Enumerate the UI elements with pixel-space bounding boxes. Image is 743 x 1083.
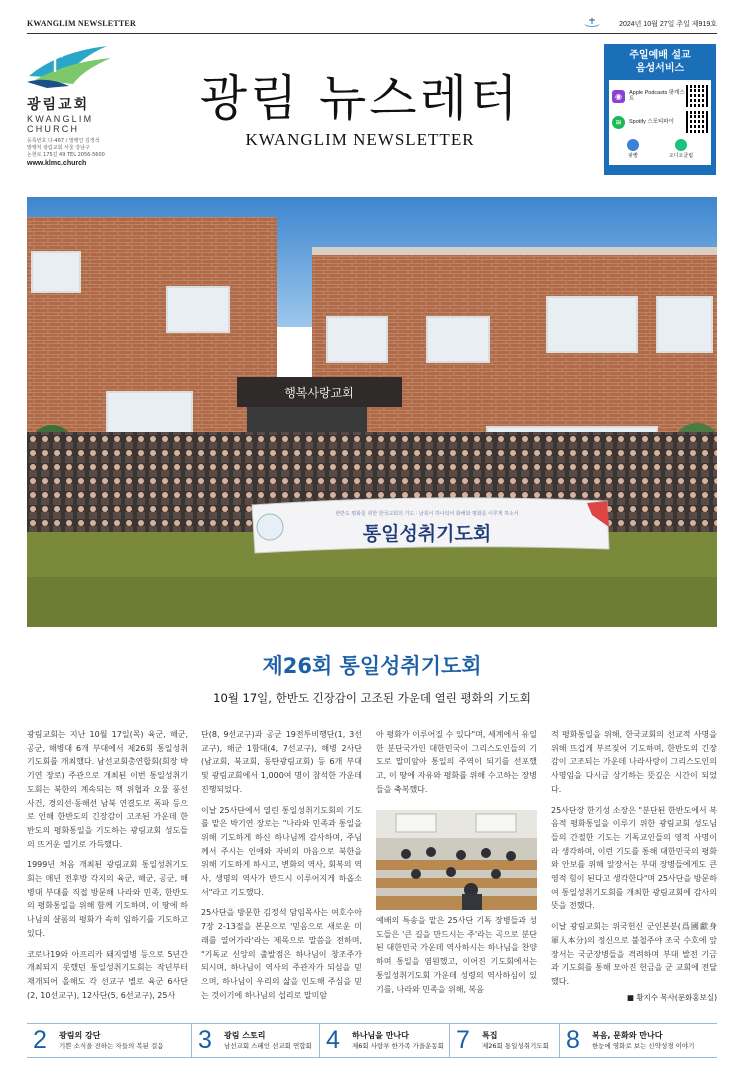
church-info-line: 등록번호 다-467 / 발행인 김정석	[27, 138, 100, 144]
contents-item[interactable]	[27, 1024, 192, 1057]
podcast-icon: ◉	[612, 90, 625, 103]
contents-title: 특집	[482, 1031, 498, 1040]
article-paragraph: 이날 25사단에서 열린 통일성취기도회의 기도를 맡은 박기연 장로는 "나라와 민족과 통일을 위해 기도하게 하신 하나님께 감사하며, 주님께서 주시는 인애와 자비의 마음으로 북한을 위해 기도하게 하시고, 변화의 역사, 회복의 역사, 생명의 역사가 반드시 이루어지게 하옵소서"라고 기도했다.	[201, 805, 362, 897]
article-paragraph: 1999년 처음 개최된 광림교회 통일성취기도회는 매년 전후방 각지의 육군, 해군, 공군, 해병대 부대를 직접 방문해 나라와 민족, 한반도의 평화통일을 위해 함께 기도하며, 이 땅에 하나님의 샬롬의 평화가 속히 임하기를 기도하고 있다.	[27, 860, 188, 938]
article-paragraph: 예배의 특송을 맡은 25사단 기독 장병들과 성도들은 '큰 길을 만드시는 주'라는 곡으로 분단된 대한민국 가운데 역사하시는 하나님을 찬양하며 통일을 염원했고, 이어진 기도회에서는 통일성취기도회 가운데 성령의 역사하심이 있기를, 나라와 민족을 위해, 복음	[376, 916, 537, 994]
church-logo-block	[27, 42, 137, 167]
church-info	[27, 138, 137, 159]
ship-icon	[583, 17, 601, 28]
apple-podcasts-label: Apple Podcasts 팟캐스트	[629, 90, 685, 102]
church-logo-icon	[27, 42, 113, 88]
contents-item[interactable]	[450, 1024, 560, 1057]
newsletter-label: KWANGLIM NEWSLETTER	[27, 19, 136, 28]
contents-page-number: 3	[198, 1026, 212, 1054]
church-info-line: 발행처 광림교회 서울 강남구	[27, 145, 90, 151]
voice-service-box	[604, 44, 716, 175]
contents-desc: 기쁜 소식을 전하는 자들의 복된 걸음	[59, 1042, 164, 1050]
article-headline: 제26회 통일성취기도회	[262, 654, 482, 678]
banner-small-text: 한반도 평화를 위한 한국교회의 기도 · 남북이 하나되어 화해와 평화를 이루게 하소서	[335, 511, 519, 517]
masthead-title-en: KWANGLIM NEWSLETTER	[245, 130, 475, 149]
podbbang-icon	[627, 139, 639, 151]
apple-podcasts-link[interactable]	[612, 83, 708, 109]
article-paragraph: 아 평화가 이루어질 수 있다"며, 세계에서 유일한 분단국가인 대한민국이 그리스도인들의 기도로 말미암아 통일의 주역이 되기를 선포했고, 이 땅에 자유와 평화를 위해 수고하는 장병들을 축복했다.	[376, 730, 537, 794]
article-column-4	[551, 728, 717, 1004]
contents-title: 광림의 강단	[59, 1031, 101, 1040]
spotify-icon: ≋	[612, 116, 625, 129]
article-paragraph: 적 평화통일을 위해, 한국교회의 선교적 사명을 위해 뜨겁게 부르짖어 기도하며, 한반도의 긴장감이 고조되는 가운데 나라사랑이 그리스도인의 사명임을 다시금 상기하는 뜻깊은 시간이 되었다.	[551, 730, 717, 794]
contents-title: 복음, 문화와 만나다	[592, 1031, 663, 1040]
article-column-2	[201, 728, 362, 1009]
contents-title: 하나님을 만나다	[352, 1031, 409, 1040]
article-column-3-continued	[376, 914, 537, 1003]
voice-service-title	[609, 49, 711, 75]
byline-text: 황지수 목사(문화홍보실)	[636, 992, 717, 1002]
qr-code-icon[interactable]	[686, 85, 708, 107]
contents-item[interactable]	[560, 1024, 717, 1057]
contents-desc: 한눈에 영화로 보는 신약성경 이야기	[592, 1042, 695, 1050]
contents-page-number: 8	[566, 1026, 580, 1054]
spotify-link[interactable]	[612, 109, 708, 135]
issue-info: 2024년 10월 27일 주일 제919호	[619, 21, 717, 28]
article-paragraph: 광림교회는 지난 10월 17일(목) 육군, 해군, 공군, 해병대 6개 부대에서 제26회 통일성취기도회를 개최했다. 남선교회총연합회(회장 박기연 장로) 주관으로 개최된 이번 통일성취기도회는 북한의 계속되는 핵 위협과 오물 풍선 사건, 경의선·동해선 남북 연결도로 폭파 등으로 인해 한반도의 긴장감이 고조된 가운데 한반도의 평화통일을 기도하는 광림교회 성도들의 뜨거운 열기로 가득했다.	[27, 730, 188, 849]
church-info-line: 논현로 175길 49 TEL 2056-5600	[27, 152, 105, 158]
podbbang-label: 팟빵	[628, 153, 638, 159]
photo-sign-text: 행복사랑교회	[284, 386, 354, 400]
masthead-title-ko: 광림 뉴스레터	[199, 70, 521, 127]
prayer-banner	[252, 498, 609, 553]
qr-code-icon[interactable]	[686, 111, 708, 133]
contents-title: 광림 스토리	[224, 1031, 266, 1040]
article-subheadline: 10월 17일, 한반도 긴장감이 고조된 가운데 열린 평화의 기도회	[213, 691, 531, 705]
main-group-photo	[27, 197, 717, 627]
worship-photo-illustration	[376, 810, 537, 910]
contents-desc: 제26회 통일성취기도회	[482, 1042, 549, 1050]
contents-page-number: 7	[456, 1026, 470, 1054]
article-paragraph: 단(8, 9선교구)과 공군 19전투비행단(1, 3선교구), 해군 1함대(4, 7선교구), 해병 2사단(남교회, 북교회, 동탄광림교회) 등 6개 부대 및 광림교회에서 1,000여 명이 참석한 가운데 진행되었다.	[201, 730, 362, 794]
article-paragraph: 25사단장 한기성 소장은 "분단된 한반도에서 복음적 평화통일을 이루기 위한 광림교회 성도님들의 간절한 기도는 기독교인들의 영적 사명이라 생각하며, 이런 기도를 통해 대한민국의 평화와 안보를 위해 앞장서는 부대 장병들에게도 큰 영적 힘이 된다고 생각한다"며 25사단을 방문하여 통일성취기도회를 개최한 광림교회에 감사의 뜻을 전했다.	[551, 805, 717, 911]
voice-title-line-1: 주일예배 설교	[629, 50, 691, 61]
masthead	[170, 70, 550, 150]
spotify-label: Spotify 스포티파이	[629, 119, 674, 125]
contents-index	[27, 1023, 717, 1058]
article-column-3	[376, 728, 537, 804]
church-url[interactable]: www.klmc.church	[27, 160, 87, 167]
contents-item[interactable]	[192, 1024, 320, 1057]
group-photo-illustration	[27, 197, 717, 627]
article-paragraph: 이날 광림교회는 위국헌신 군인본분(爲國獻身 軍人本分)의 정신으로 불철주야 조국 수호에 앞장서는 국군장병들을 격려하며 부대 발전 기금과 기도회를 통해 모아진 헌금을 군 교회에 전달했다.	[551, 922, 717, 986]
banner-text: 통일성취기도회	[362, 523, 492, 545]
voice-service-links	[609, 80, 711, 165]
contents-page-number: 4	[326, 1026, 340, 1054]
article-byline: ■ 황지수 목사(문화홍보실)	[626, 992, 717, 1002]
church-name-en-2: CHURCH	[27, 124, 80, 134]
audioclip-link[interactable]	[669, 139, 693, 159]
voice-title-line-2: 음성서비스	[635, 63, 685, 74]
contents-desc: 제6회 사랑부 한가족 가을운동회	[352, 1042, 444, 1050]
worship-photo	[376, 810, 537, 910]
article-paragraph: 25사단을 방문한 김정석 담임목사는 여호수아 7장 2-13절을 본문으로 '믿음으로 새로운 미래를 열어가라'라는 제목으로 말씀을 전하며, "기독교 신앙의 출발점은 하나님이 창조주가 되시며, 하나님이 역사의 주관자가 되심을 믿으며, 하나님이 우리의 삶을 인도해 주심을 믿는 것이기에 하나님의 섭리로 말미암	[201, 908, 362, 1000]
article-column-1	[27, 728, 188, 1002]
church-name-ko: 광림교회	[27, 97, 90, 113]
podbbang-link[interactable]	[627, 139, 639, 159]
audioclip-label: 오디오클립	[668, 153, 694, 159]
other-audio-links	[612, 135, 708, 159]
contents-desc: 남선교회 스페인 선교회 연합회	[224, 1042, 312, 1050]
contents-page-number: 2	[33, 1026, 47, 1054]
church-name-en-1: KWANGLIM	[27, 114, 94, 124]
audioclip-icon	[675, 139, 687, 151]
top-bar	[27, 16, 717, 34]
contents-item[interactable]	[320, 1024, 450, 1057]
article-paragraph: 코로나19와 아프리카 돼지열병 등으로 5년간 개최되지 못했던 통일성취기도회는 작년부터 재개되어 올해도 각 선교구 별로 육군 6사단(2, 10선교구), 12사단(5, 6선교구), 25사	[27, 949, 188, 1000]
